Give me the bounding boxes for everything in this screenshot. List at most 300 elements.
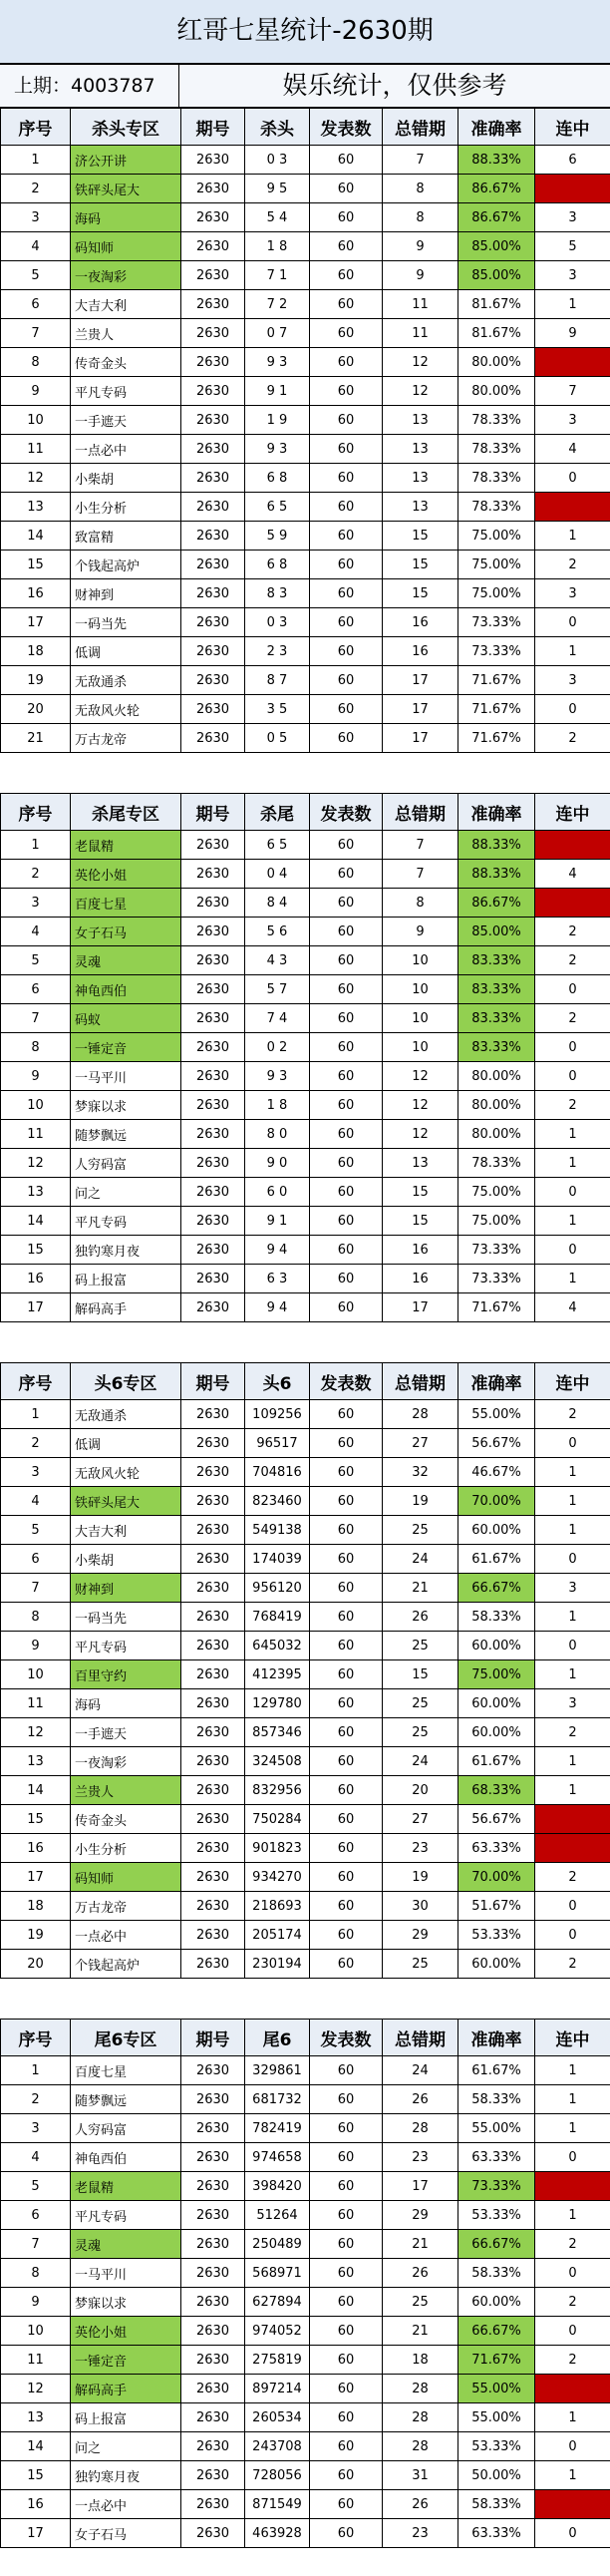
- cell-index: 6: [1, 975, 71, 1004]
- cell-prediction: 243708: [245, 2432, 310, 2461]
- table-row: [1, 1458, 610, 1487]
- cell-count: 60: [310, 493, 383, 522]
- header-index: 序号: [1, 109, 71, 146]
- cell-prediction: 956120: [245, 1574, 310, 1603]
- cell-streak: 0: [535, 2143, 610, 2172]
- cell-streak: 2: [535, 2230, 610, 2259]
- table-row: [1, 1265, 610, 1293]
- cell-errors: 19: [383, 1863, 458, 1892]
- cell-prediction: 568971: [245, 2259, 310, 2288]
- cell-index: 15: [1, 551, 71, 579]
- table-row: [1, 377, 610, 406]
- cell-accuracy: 73.33%: [458, 1236, 535, 1265]
- cell-streak: 0: [535, 1033, 610, 1062]
- cell-count: 60: [310, 1265, 383, 1293]
- cell-accuracy: 63.33%: [458, 2143, 535, 2172]
- cell-errors: 32: [383, 1458, 458, 1487]
- cell-count: 60: [310, 2288, 383, 2317]
- cell-streak: 2: [535, 1091, 610, 1120]
- table-row: [1, 464, 610, 493]
- cell-issue: 2630: [181, 175, 245, 203]
- cell-prediction: 260534: [245, 2403, 310, 2432]
- cell-issue: 2630: [181, 2056, 245, 2085]
- cell-errors: 24: [383, 2056, 458, 2085]
- cell-errors: 13: [383, 406, 458, 435]
- cell-accuracy: 55.00%: [458, 1400, 535, 1429]
- cell-errors: 15: [383, 551, 458, 579]
- cell-errors: 25: [383, 1632, 458, 1660]
- cell-accuracy: 78.33%: [458, 435, 535, 464]
- cell-issue: 2630: [181, 406, 245, 435]
- cell-issue: 2630: [181, 2172, 245, 2201]
- cell-errors: 7: [383, 860, 458, 889]
- cell-errors: 27: [383, 1429, 458, 1458]
- cell-issue: 2630: [181, 1149, 245, 1178]
- cell-expert: 女子石马: [71, 918, 181, 946]
- cell-errors: 28: [383, 2403, 458, 2432]
- header-accuracy: 准确率: [458, 794, 535, 831]
- cell-errors: 21: [383, 2230, 458, 2259]
- cell-streak: 4: [535, 860, 610, 889]
- cell-prediction: 3 5: [245, 695, 310, 724]
- cell-accuracy: 80.00%: [458, 1091, 535, 1120]
- cell-expert: 一夜淘彩: [71, 261, 181, 290]
- cell-streak: 0: [535, 1178, 610, 1207]
- table-row: [1, 175, 610, 203]
- cell-streak: 1: [535, 1207, 610, 1236]
- cell-accuracy: 70.00%: [458, 1863, 535, 1892]
- cell-errors: 23: [383, 2143, 458, 2172]
- cell-expert: 问之: [71, 1178, 181, 1207]
- cell-errors: 16: [383, 1236, 458, 1265]
- cell-count: 60: [310, 2143, 383, 2172]
- cell-count: 60: [310, 377, 383, 406]
- cell-expert: 传奇金头: [71, 1805, 181, 1834]
- cell-errors: 12: [383, 1120, 458, 1149]
- cell-prediction: 681732: [245, 2085, 310, 2114]
- cell-count: 60: [310, 1033, 383, 1062]
- cell-accuracy: 73.33%: [458, 608, 535, 637]
- cell-errors: 11: [383, 290, 458, 319]
- table-row: [1, 637, 610, 666]
- table-row: [1, 1603, 610, 1632]
- cell-count: 60: [310, 551, 383, 579]
- cell-streak: 0: [535, 2432, 610, 2461]
- cell-expert: 无敌通杀: [71, 1400, 181, 1429]
- cell-accuracy: 61.67%: [458, 1545, 535, 1574]
- cell-streak: 1: [535, 2403, 610, 2432]
- cell-index: 16: [1, 2490, 71, 2519]
- cell-count: 60: [310, 1718, 383, 1747]
- table-row: [1, 975, 610, 1004]
- cell-prediction: 412395: [245, 1660, 310, 1689]
- cell-issue: 2630: [181, 2375, 245, 2403]
- cell-streak: 0: [535, 1429, 610, 1458]
- cell-accuracy: 71.67%: [458, 724, 535, 753]
- cell-prediction: 9 1: [245, 1207, 310, 1236]
- cell-accuracy: 66.67%: [458, 2230, 535, 2259]
- cell-count: 60: [310, 146, 383, 175]
- cell-errors: 28: [383, 2114, 458, 2143]
- cell-expert: 一马平川: [71, 1062, 181, 1091]
- cell-issue: 2630: [181, 290, 245, 319]
- header-accuracy: 准确率: [458, 109, 535, 146]
- table-row: [1, 860, 610, 889]
- cell-index: 16: [1, 1265, 71, 1293]
- cell-streak: 0: [535, 695, 610, 724]
- cell-issue: 2630: [181, 1545, 245, 1574]
- cell-prediction: 96517: [245, 1429, 310, 1458]
- cell-count: 60: [310, 2085, 383, 2114]
- cell-streak: 2: [535, 1863, 610, 1892]
- cell-streak: 0: [535, 2317, 610, 2346]
- cell-issue: 2630: [181, 695, 245, 724]
- cell-accuracy: 78.33%: [458, 1149, 535, 1178]
- cell-issue: 2630: [181, 1265, 245, 1293]
- cell-issue: 2630: [181, 2085, 245, 2114]
- cell-prediction: 398420: [245, 2172, 310, 2201]
- cell-streak: 0: [535, 975, 610, 1004]
- cell-accuracy: 75.00%: [458, 551, 535, 579]
- cell-accuracy: 75.00%: [458, 1660, 535, 1689]
- cell-streak: 2: [535, 2288, 610, 2317]
- cell-errors: 15: [383, 1207, 458, 1236]
- cell-streak: 0: [535, 608, 610, 637]
- cell-prediction: 934270: [245, 1863, 310, 1892]
- cell-issue: 2630: [181, 1458, 245, 1487]
- cell-streak: 1: [535, 1265, 610, 1293]
- cell-expert: 大吉大利: [71, 1516, 181, 1545]
- cell-errors: 30: [383, 1892, 458, 1921]
- cell-index: 7: [1, 2230, 71, 2259]
- cell-errors: 10: [383, 1004, 458, 1033]
- table-row: [1, 1178, 610, 1207]
- cell-errors: 25: [383, 1950, 458, 1979]
- cell-count: 60: [310, 1062, 383, 1091]
- table-row: [1, 579, 610, 608]
- cell-expert: 低调: [71, 1429, 181, 1458]
- cell-errors: 26: [383, 1603, 458, 1632]
- cell-index: 21: [1, 724, 71, 753]
- header-count: 发表数: [310, 1363, 383, 1400]
- table-row: [1, 290, 610, 319]
- cell-accuracy: 75.00%: [458, 579, 535, 608]
- cell-count: 60: [310, 608, 383, 637]
- header-prediction: 杀头: [245, 109, 310, 146]
- cell-expert: 小柴胡: [71, 1545, 181, 1574]
- cell-streak: 2: [535, 551, 610, 579]
- table-header-row: [1, 2020, 610, 2056]
- table-row: [1, 2461, 610, 2490]
- header-accuracy: 准确率: [458, 1363, 535, 1400]
- cell-expert: 一点必中: [71, 1921, 181, 1950]
- cell-expert: 一马平川: [71, 2259, 181, 2288]
- cell-count: 60: [310, 1429, 383, 1458]
- cell-streak: 3: [535, 1689, 610, 1718]
- cell-expert: 独钓寒月夜: [71, 1236, 181, 1265]
- cell-index: 7: [1, 319, 71, 348]
- cell-streak: 0: [535, 1236, 610, 1265]
- header-expert: 杀尾专区: [71, 794, 181, 831]
- cell-expert: 无敌风火轮: [71, 695, 181, 724]
- cell-issue: 2630: [181, 1400, 245, 1429]
- cell-index: 4: [1, 918, 71, 946]
- cell-index: 3: [1, 889, 71, 918]
- cell-issue: 2630: [181, 946, 245, 975]
- cell-index: 1: [1, 146, 71, 175]
- cell-streak: 1: [535, 1603, 610, 1632]
- table-row: [1, 695, 610, 724]
- cell-index: 5: [1, 946, 71, 975]
- cell-accuracy: 66.67%: [458, 2317, 535, 2346]
- table-row: [1, 2375, 610, 2403]
- cell-accuracy: 83.33%: [458, 975, 535, 1004]
- header-errors: 总错期: [383, 1363, 458, 1400]
- cell-issue: 2630: [181, 2490, 245, 2519]
- cell-errors: 25: [383, 1516, 458, 1545]
- cell-prediction: 832956: [245, 1776, 310, 1805]
- table-row: [1, 1149, 610, 1178]
- cell-index: 9: [1, 1632, 71, 1660]
- cell-errors: 13: [383, 464, 458, 493]
- cell-index: 15: [1, 1805, 71, 1834]
- cell-expert: 万古龙帝: [71, 1892, 181, 1921]
- cell-count: 60: [310, 1004, 383, 1033]
- table-row: [1, 2259, 610, 2288]
- table-row: [1, 946, 610, 975]
- cell-issue: 2630: [181, 203, 245, 232]
- cell-expert: 英伦小姐: [71, 860, 181, 889]
- cell-accuracy: 80.00%: [458, 377, 535, 406]
- cell-expert: 百里守约: [71, 1660, 181, 1689]
- cell-errors: 9: [383, 918, 458, 946]
- cell-issue: 2630: [181, 1805, 245, 1834]
- cell-streak: 1: [535, 1458, 610, 1487]
- cell-prediction: 275819: [245, 2346, 310, 2375]
- cell-accuracy: 53.33%: [458, 2201, 535, 2230]
- cell-prediction: 8 3: [245, 579, 310, 608]
- cell-count: 60: [310, 889, 383, 918]
- cell-accuracy: 83.33%: [458, 1004, 535, 1033]
- cell-issue: 2630: [181, 1718, 245, 1747]
- cell-accuracy: 85.00%: [458, 918, 535, 946]
- cell-accuracy: 58.33%: [458, 1603, 535, 1632]
- cell-streak: 3: [535, 666, 610, 695]
- table-row: [1, 2519, 610, 2548]
- cell-prediction: 5 4: [245, 203, 310, 232]
- cell-errors: 12: [383, 1062, 458, 1091]
- cell-prediction: 9 0: [245, 1149, 310, 1178]
- cell-count: 60: [310, 1400, 383, 1429]
- cell-count: 60: [310, 2201, 383, 2230]
- table-row: [1, 2056, 610, 2085]
- cell-issue: 2630: [181, 319, 245, 348]
- cell-count: 60: [310, 1516, 383, 1545]
- cell-errors: 10: [383, 946, 458, 975]
- cell-count: 60: [310, 435, 383, 464]
- cell-index: 11: [1, 2346, 71, 2375]
- table-row: [1, 1545, 610, 1574]
- cell-streak: 4: [535, 2490, 610, 2519]
- cell-expert: 平凡专码: [71, 1207, 181, 1236]
- cell-index: 8: [1, 1603, 71, 1632]
- cell-expert: 英伦小姐: [71, 2317, 181, 2346]
- cell-prediction: 205174: [245, 1921, 310, 1950]
- cell-count: 60: [310, 319, 383, 348]
- cell-count: 60: [310, 1236, 383, 1265]
- cell-streak: 12: [535, 1805, 610, 1834]
- cell-streak: 1: [535, 1120, 610, 1149]
- cell-index: 2: [1, 860, 71, 889]
- cell-prediction: 1 9: [245, 406, 310, 435]
- cell-count: 60: [310, 2375, 383, 2403]
- cell-count: 60: [310, 1660, 383, 1689]
- cell-streak: 1: [535, 2201, 610, 2230]
- cell-accuracy: 73.33%: [458, 2172, 535, 2201]
- cell-prediction: 5 7: [245, 975, 310, 1004]
- cell-index: 10: [1, 1091, 71, 1120]
- header-count: 发表数: [310, 794, 383, 831]
- cell-count: 60: [310, 1458, 383, 1487]
- cell-issue: 2630: [181, 2432, 245, 2461]
- cell-expert: 一手遮天: [71, 1718, 181, 1747]
- cell-issue: 2630: [181, 1632, 245, 1660]
- cell-expert: 一手遮天: [71, 406, 181, 435]
- cell-issue: 2630: [181, 1236, 245, 1265]
- cell-streak: 3: [535, 579, 610, 608]
- cell-expert: 小生分析: [71, 1834, 181, 1863]
- cell-prediction: 9 4: [245, 1236, 310, 1265]
- cell-accuracy: 55.00%: [458, 2375, 535, 2403]
- cell-count: 60: [310, 2346, 383, 2375]
- cell-count: 60: [310, 1207, 383, 1236]
- cell-count: 60: [310, 1834, 383, 1863]
- cell-index: 5: [1, 1516, 71, 1545]
- cell-prediction: 768419: [245, 1603, 310, 1632]
- disclaimer-slogan: 娱乐统计，仅供参考: [179, 65, 610, 107]
- cell-accuracy: 46.67%: [458, 1458, 535, 1487]
- cell-errors: 25: [383, 1689, 458, 1718]
- cell-index: 4: [1, 2143, 71, 2172]
- cell-errors: 21: [383, 1574, 458, 1603]
- cell-prediction: 0 3: [245, 608, 310, 637]
- cell-streak: 4: [535, 2375, 610, 2403]
- cell-prediction: 324508: [245, 1747, 310, 1776]
- cell-accuracy: 53.33%: [458, 2432, 535, 2461]
- cell-errors: 27: [383, 1805, 458, 1834]
- cell-issue: 2630: [181, 860, 245, 889]
- cell-prediction: 51264: [245, 2201, 310, 2230]
- cell-errors: 13: [383, 435, 458, 464]
- table-row: [1, 1293, 610, 1322]
- cell-expert: 致富精: [71, 522, 181, 551]
- cell-index: 11: [1, 1120, 71, 1149]
- table-row: [1, 1004, 610, 1033]
- table-row: [1, 1660, 610, 1689]
- cell-index: 10: [1, 2317, 71, 2346]
- cell-errors: 24: [383, 1747, 458, 1776]
- cell-index: 18: [1, 637, 71, 666]
- table-row: [1, 1429, 610, 1458]
- cell-errors: 15: [383, 579, 458, 608]
- cell-errors: 26: [383, 2490, 458, 2519]
- table-header-row: [1, 109, 610, 146]
- cell-accuracy: 75.00%: [458, 1207, 535, 1236]
- cell-streak: 0: [535, 464, 610, 493]
- cell-prediction: 129780: [245, 1689, 310, 1718]
- cell-issue: 2630: [181, 1120, 245, 1149]
- table-row: [1, 2288, 610, 2317]
- cell-prediction: 7 2: [245, 290, 310, 319]
- cell-errors: 26: [383, 2259, 458, 2288]
- cell-accuracy: 51.67%: [458, 1892, 535, 1921]
- cell-index: 17: [1, 1293, 71, 1322]
- cell-accuracy: 81.67%: [458, 319, 535, 348]
- cell-count: 60: [310, 918, 383, 946]
- cell-prediction: 6 5: [245, 831, 310, 860]
- cell-prediction: 5 9: [245, 522, 310, 551]
- cell-index: 6: [1, 2201, 71, 2230]
- cell-expert: 小柴胡: [71, 464, 181, 493]
- cell-index: 6: [1, 290, 71, 319]
- cell-prediction: 6 8: [245, 551, 310, 579]
- table-row: [1, 348, 610, 377]
- cell-index: 7: [1, 1004, 71, 1033]
- cell-streak: 12: [535, 889, 610, 918]
- cell-prediction: 0 4: [245, 860, 310, 889]
- cell-issue: 2630: [181, 2230, 245, 2259]
- cell-issue: 2630: [181, 608, 245, 637]
- cell-accuracy: 58.33%: [458, 2085, 535, 2114]
- cell-index: 1: [1, 831, 71, 860]
- cell-prediction: 8 7: [245, 666, 310, 695]
- cell-count: 60: [310, 2519, 383, 2548]
- cell-count: 60: [310, 2403, 383, 2432]
- cell-index: 17: [1, 1863, 71, 1892]
- header-issue: 期号: [181, 109, 245, 146]
- cell-accuracy: 86.67%: [458, 203, 535, 232]
- cell-issue: 2630: [181, 348, 245, 377]
- cell-count: 60: [310, 946, 383, 975]
- cell-accuracy: 61.67%: [458, 1747, 535, 1776]
- cell-expert: 平凡专码: [71, 1632, 181, 1660]
- cell-prediction: 857346: [245, 1718, 310, 1747]
- cell-accuracy: 63.33%: [458, 2519, 535, 2548]
- cell-prediction: 901823: [245, 1834, 310, 1863]
- cell-expert: 一点必中: [71, 435, 181, 464]
- cell-prediction: 728056: [245, 2461, 310, 2490]
- cell-count: 60: [310, 1574, 383, 1603]
- cell-expert: 码上报富: [71, 2403, 181, 2432]
- cell-issue: 2630: [181, 2201, 245, 2230]
- cell-index: 13: [1, 493, 71, 522]
- cell-index: 8: [1, 348, 71, 377]
- cell-accuracy: 56.67%: [458, 1805, 535, 1834]
- cell-accuracy: 85.00%: [458, 232, 535, 261]
- header-index: 序号: [1, 2020, 71, 2056]
- cell-count: 60: [310, 1120, 383, 1149]
- cell-index: 3: [1, 1458, 71, 1487]
- cell-index: 9: [1, 2288, 71, 2317]
- cell-count: 60: [310, 2432, 383, 2461]
- cell-issue: 2630: [181, 975, 245, 1004]
- table-row: [1, 1400, 610, 1429]
- cell-accuracy: 60.00%: [458, 1950, 535, 1979]
- cell-errors: 10: [383, 1033, 458, 1062]
- table-row: [1, 2085, 610, 2114]
- cell-accuracy: 73.33%: [458, 1265, 535, 1293]
- cell-accuracy: 60.00%: [458, 1632, 535, 1660]
